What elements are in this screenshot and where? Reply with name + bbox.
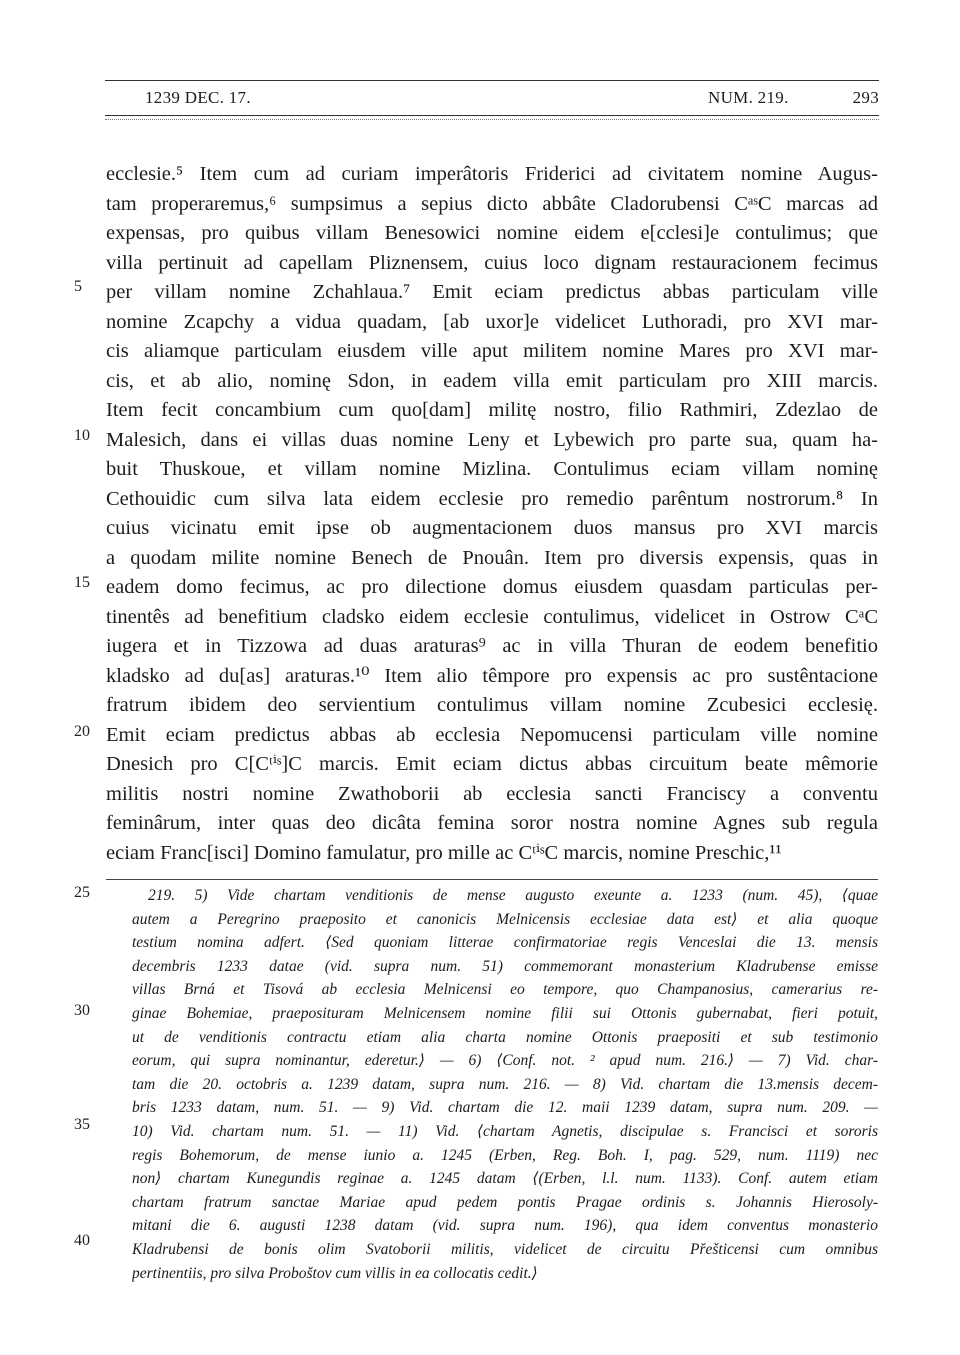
text-line: nomine Zcapchy a vidua quadam, [ab uxor]e videlicet Luthoradi, pro XVI mar- [106,310,878,333]
footnote-line: autem a Peregrino praeposito et canonicis Melnicensis ecclesiae data est⟩ et alia quoque [132,910,878,928]
footnote-line: 219. 5) Vide chartam venditionis de mense augusto exeunte a. 1233 (num. 45), ⟨quae [148,887,878,904]
footnote-line: chartam fratrum sanctae Mariae apud pedem pontis Pragae ordinis s. Johannis Hierosoly- [132,1193,878,1211]
line-number: 10 [74,427,90,444]
line-number: 20 [74,723,90,740]
text-line: kladsko ad du[as] araturas.¹⁰ Item alio têmpore pro expensis ac pro sustêntacione [106,664,878,687]
text-line: cis aliamque particulam eiusdem ville aput militem nomine Mares pro XVI mar- [106,340,878,362]
text-line: buit Thuskoue, et villam nomine Mizlina. Contulimus eciam villam nominę [106,458,878,480]
footnote-line: bris 1233 datam, num. 51. — 9) Vid. chartam die 12. maii 1239 datam, supra num. 209. — [132,1099,878,1117]
text-line: feminârum, inter quas deo dicâta femina soror nostra nomine Agnes sub regula [106,812,878,834]
footnotes [132,884,878,1285]
header-document-number: NUM. 219. [708,88,789,107]
footnote-line: tam die 20. octobris a. 1239 datam, supra num. 216. — 8) Vid. chartam die 13.mensis decem- [132,1075,878,1093]
footnote-line: regis Bohemorum, de mense iunio a. 1245 (Erben, Reg. Boh. I, pag. 529, num. 1119) nec [132,1146,878,1164]
text-line: Emit eciam predictus abbas ab ecclesia Nepomucensi particulam ville nomine [106,723,878,746]
text-line: eciam Franc[isci] Domino famulatur, pro mille ac CᵗⁱˢC marcis, nomine Preschic,¹¹ [106,841,782,864]
line-number: 5 [74,278,82,295]
footnote-line: ut de venditionis contractu etiam alia charta nomine Ottonis praepositi et sub testimonio [132,1028,878,1046]
page-number: 293 [852,88,879,107]
text-line: Item fecit concambium cum quo[dam] militę nostro, filio Rathmiri, Zdezlao de [106,399,878,421]
footnote-line: testium nomina adfert. ⟨Sed quoniam litterae confirmatoriae regis Venceslai die 13. mensis [132,934,878,952]
text-line: per villam nomine Zchahlaua.⁷ Emit eciam predictus abbas particulam ville [106,281,878,303]
main-text [106,160,878,868]
text-line: iugera et in Tizzowa ad duas araturas⁹ ac in villa Thuran de eodem benefitio [106,635,878,657]
line-number: 35 [74,1116,90,1133]
text-line: Dnesich pro C[Cᵗⁱˢ]C marcis. Emit eciam dictus abbas circuitum beate mêmorie [106,753,878,775]
footnote-line: ginae Bohemiae, praeposituram Melnicensem nomine filii sui Ottonis gubernabat, fieri potuit, [132,1004,878,1022]
text-line: militis nostri nomine Zwathoborii ab ecclesia sancti Franciscy a conventu [106,782,878,805]
text-line: a quodam milite nomine Benech de Pnouân. Item pro diversis expensis, quas in [106,546,878,569]
footnote-line: eorum, qui supra nominantur, ederetur.⟩ — 6) ⟨Conf. not. ² apud num. 216.⟩ — 7) Vid. char- [132,1052,878,1070]
footnote-line: non⟩ chartam Kunegundis reginae a. 1245 datam ⟨(Erben, l.l. num. 1133). Conf. autem etiam [132,1170,878,1188]
text-line: villa pertinuit ad capellam Pliznensem, cuius loco dignam restauracionem fecimus [106,251,878,274]
footnote-line: mitani die 6. augusti 1238 datam (vid. supra num. 196), qua idem conventus monasterio [132,1217,878,1235]
text-line: cuius vicinatu emit ipse ob augmentacionem duos mansus pro XVI marcis [106,517,878,539]
text-line: tinentês ad benefitium cladsko eidem ecclesie contulimus, videlicet in Ostrow CᵃC [106,605,878,628]
text-line: expensas, pro quibus villam Benesowici nomine eidem e[cclesi]e contulimus; que [106,222,878,244]
header-date: 1239 DEC. 17. [145,88,251,107]
footnote-line: pertinentiis, pro silva Proboštov cum villis in ea collocatis cedit.⟩ [132,1264,538,1282]
line-number: 15 [74,574,90,591]
header-rule [105,115,879,116]
line-number: 25 [74,884,90,901]
header-rule-dotted [105,119,879,120]
footnote-line: decembris 1233 datae (vid. supra num. 51) commemorant monasterium Kladrubense emisse [132,957,878,975]
footnote-separator [106,879,878,880]
text-line: ecclesie.⁵ Item cum ad curiam imperâtoris Friderici ad civitatem nomine Augus- [106,163,878,185]
line-number: 40 [74,1232,90,1249]
running-header [105,88,879,110]
text-line: cis, et ab alio, nominę Sdon, in eadem villa emit particulam pro XIII marcis. [106,369,878,392]
text-line: fratrum ibidem deo servientium contulimus villam nomine Zcubesici ecclesię. [106,694,878,716]
text-line: Malesich, dans ei villas duas nomine Leny et Lybewich pro parte sua, quam ha- [106,428,878,451]
footnote-line: Kladrubensi de bonis olim Svatoborii militis, videlicet de circuitu Přešticensi cum omnibus [132,1240,878,1258]
text-line: eadem domo fecimus, ac pro dilectione domus eiusdem quasdam particulas per- [106,576,878,598]
footnote-line: 10) Vid. chartam num. 51. — 11) Vid. ⟨chartam Agnetis, discipulae s. Francisci et sororis [132,1122,878,1140]
text-line: Cethouidic cum silva lata eidem ecclesie pro remedio parêntum nostrorum.⁸ In [106,487,878,510]
footnote-line: villas Brná et Tisová ab ecclesia Melnicensi eo tempore, quo Champanosius, camerarius re- [132,981,878,999]
text-line: tam properaremus,⁶ sumpsimus a sepius dicto abbâte Cladorubensi CᵃˢC marcas ad [106,192,878,215]
line-number: 30 [74,1002,90,1019]
top-rule [105,80,879,81]
